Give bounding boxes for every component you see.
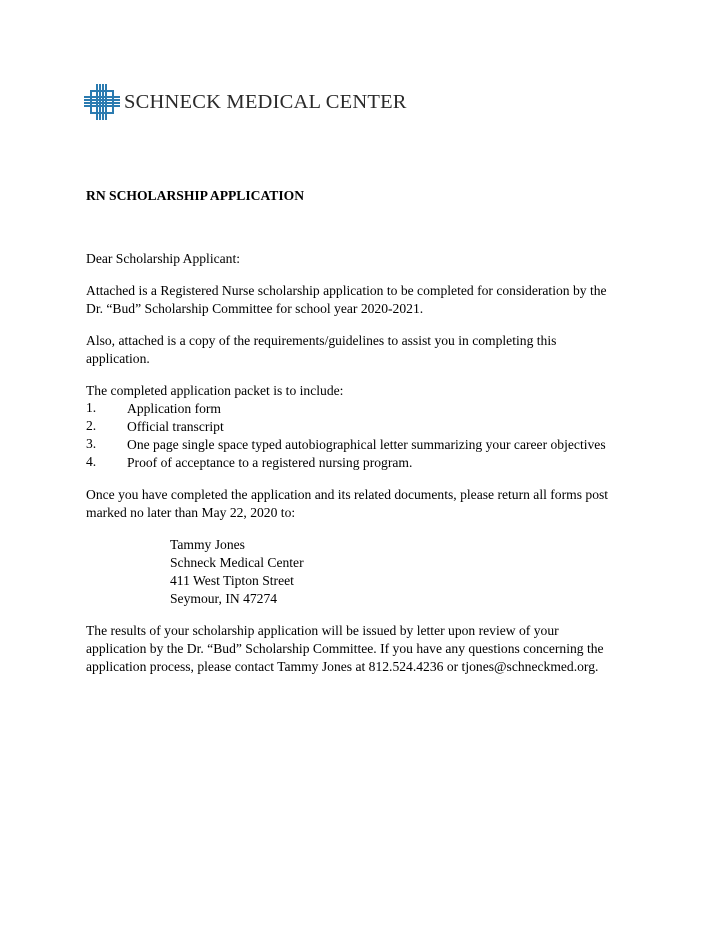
list-number: 2.	[86, 418, 97, 433]
list-item: Proof of acceptance to a registered nursing program.	[127, 455, 413, 470]
address-organization: Schneck Medical Center	[170, 555, 304, 570]
paragraph-4-line: application by the Dr. “Bud” Scholarship Committee. If you have any questions concerning the	[86, 641, 604, 656]
paragraph-1-line: Attached is a Registered Nurse scholarship application to be completed for consideration by the	[86, 283, 607, 298]
cross-logo-icon	[84, 84, 120, 120]
paragraph-1-line: Dr. “Bud” Scholarship Committee for school year 2020-2021.	[86, 301, 424, 316]
address-street: 411 West Tipton Street	[170, 573, 294, 588]
document-title: RN SCHOLARSHIP APPLICATION	[86, 188, 305, 203]
list-number: 4.	[86, 454, 97, 469]
list-item: Official transcript	[127, 419, 224, 434]
list-number: 3.	[86, 436, 97, 451]
paragraph-3-line: marked no later than May 22, 2020 to:	[86, 505, 296, 520]
list-item: One page single space typed autobiographical letter summarizing your career objectives	[127, 437, 606, 452]
list-item: Application form	[127, 401, 222, 416]
paragraph-4-line: application process, please contact Tammy Jones at 812.524.4236 or tjones@schneckmed.org.	[86, 659, 599, 674]
paragraph-3-line: Once you have completed the application and its related documents, please return all forms post	[86, 487, 609, 502]
paragraph-4-line: The results of your scholarship application will be issued by letter upon review of your	[86, 623, 559, 638]
address-city: Seymour, IN 47274	[170, 591, 278, 606]
logo	[84, 84, 407, 120]
list-number: 1.	[86, 400, 97, 415]
paragraph-2-line: Also, attached is a copy of the requirements/guidelines to assist you in completing this	[86, 333, 557, 348]
salutation: Dear Scholarship Applicant:	[86, 251, 241, 266]
list-intro: The completed application packet is to include:	[86, 383, 344, 398]
address-name: Tammy Jones	[170, 537, 245, 552]
paragraph-2-line: application.	[86, 351, 150, 366]
logo-text: SCHNECK MEDICAL CENTER	[124, 90, 407, 113]
